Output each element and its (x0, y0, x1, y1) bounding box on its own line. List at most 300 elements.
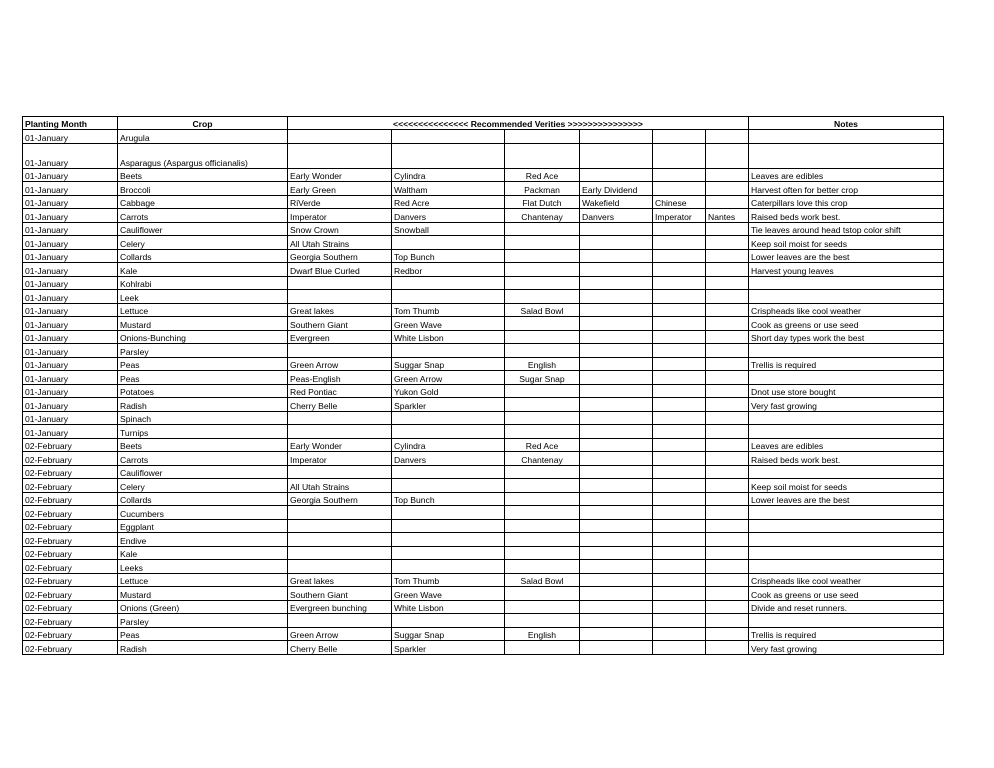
cell-variety-6 (706, 357, 749, 371)
cell-planting-month: 01-January (23, 398, 118, 412)
cell-planting-month: 01-January (23, 263, 118, 277)
cell-variety-6 (706, 236, 749, 250)
cell-variety-2 (392, 533, 505, 547)
cell-variety-1: Imperator (288, 452, 392, 466)
table-row (23, 411, 944, 425)
cell-planting-month: 02-February (23, 533, 118, 547)
cell-notes: Crispheads like cool weather (749, 573, 944, 587)
header-recommended-varieties: <<<<<<<<<<<<<<< Recommended Verities >>>>>>>>>>>>>>> (288, 117, 749, 130)
cell-variety-2: Waltham (392, 182, 505, 196)
cell-variety-1: RiVerde (288, 195, 392, 209)
table-row (23, 222, 944, 236)
cell-crop: Carrots (118, 452, 288, 466)
cell-variety-3 (505, 533, 580, 547)
cell-notes (749, 614, 944, 628)
cell-notes (749, 506, 944, 520)
cell-variety-3: English (505, 357, 580, 371)
cell-variety-4: Danvers (580, 209, 653, 223)
cell-variety-3 (505, 290, 580, 304)
cell-variety-5 (653, 465, 706, 479)
cell-variety-3 (505, 143, 580, 168)
cell-variety-6 (706, 533, 749, 547)
cell-notes: Short day types work the best (749, 330, 944, 344)
cell-planting-month: 01-January (23, 290, 118, 304)
cell-variety-3: Chantenay (505, 452, 580, 466)
cell-variety-3: Red Ace (505, 438, 580, 452)
cell-variety-4 (580, 546, 653, 560)
cell-planting-month: 01-January (23, 143, 118, 168)
cell-variety-4 (580, 222, 653, 236)
cell-notes (749, 560, 944, 574)
cell-variety-3 (505, 425, 580, 439)
cell-variety-4 (580, 330, 653, 344)
header-row (23, 117, 944, 130)
cell-variety-2: Tom Thumb (392, 303, 505, 317)
cell-crop: Eggplant (118, 519, 288, 533)
cell-planting-month: 01-January (23, 357, 118, 371)
cell-variety-1: Early Wonder (288, 438, 392, 452)
cell-variety-2 (392, 411, 505, 425)
cell-crop: Cucumbers (118, 506, 288, 520)
cell-variety-5 (653, 425, 706, 439)
cell-variety-5 (653, 384, 706, 398)
cell-variety-5 (653, 479, 706, 493)
cell-variety-3 (505, 317, 580, 331)
cell-variety-2 (392, 276, 505, 290)
cell-variety-3 (505, 479, 580, 493)
cell-variety-5 (653, 357, 706, 371)
cell-notes: Leaves are edibles (749, 168, 944, 182)
cell-variety-6 (706, 573, 749, 587)
cell-variety-3: Flat Dutch (505, 195, 580, 209)
cell-variety-3 (505, 600, 580, 614)
table-row (23, 143, 944, 168)
cell-variety-6 (706, 614, 749, 628)
cell-variety-2 (392, 236, 505, 250)
cell-variety-3 (505, 249, 580, 263)
cell-variety-3 (505, 398, 580, 412)
cell-variety-1: Cherry Belle (288, 641, 392, 655)
cell-variety-3: Salad Bowl (505, 303, 580, 317)
cell-variety-4 (580, 492, 653, 506)
cell-variety-2: Suggar Snap (392, 627, 505, 641)
cell-variety-5 (653, 452, 706, 466)
cell-variety-1: Southern Giant (288, 317, 392, 331)
table-row (23, 330, 944, 344)
cell-variety-1: Great lakes (288, 573, 392, 587)
cell-planting-month: 02-February (23, 641, 118, 655)
table-row (23, 236, 944, 250)
cell-variety-4 (580, 641, 653, 655)
cell-notes (749, 533, 944, 547)
cell-variety-2: Sparkler (392, 641, 505, 655)
cell-crop: Beets (118, 438, 288, 452)
cell-variety-5 (653, 276, 706, 290)
cell-crop: Mustard (118, 587, 288, 601)
cell-variety-4 (580, 371, 653, 385)
cell-variety-1: Dwarf Blue Curled (288, 263, 392, 277)
table-row (23, 263, 944, 277)
cell-notes: Harvest young leaves (749, 263, 944, 277)
table-row (23, 249, 944, 263)
cell-variety-6 (706, 600, 749, 614)
cell-variety-2 (392, 506, 505, 520)
cell-variety-6 (706, 143, 749, 168)
cell-variety-3: English (505, 627, 580, 641)
cell-planting-month: 02-February (23, 492, 118, 506)
cell-variety-5 (653, 506, 706, 520)
cell-planting-month: 01-January (23, 249, 118, 263)
cell-notes (749, 519, 944, 533)
cell-variety-5 (653, 222, 706, 236)
cell-variety-1: Great lakes (288, 303, 392, 317)
table-row (23, 317, 944, 331)
header-planting-month: Planting Month (23, 117, 118, 130)
cell-notes (749, 130, 944, 144)
cell-variety-6 (706, 438, 749, 452)
cell-planting-month: 01-January (23, 384, 118, 398)
cell-variety-3 (505, 222, 580, 236)
cell-crop: Leek (118, 290, 288, 304)
cell-notes: Tie leaves around head tstop color shift (749, 222, 944, 236)
cell-planting-month: 02-February (23, 452, 118, 466)
cell-variety-6 (706, 398, 749, 412)
cell-crop: Parsley (118, 344, 288, 358)
cell-crop: Cauliflower (118, 465, 288, 479)
cell-planting-month: 02-February (23, 560, 118, 574)
cell-variety-2: Danvers (392, 452, 505, 466)
planting-calendar-table (22, 116, 944, 655)
cell-notes: Cook as greens or use seed (749, 317, 944, 331)
cell-variety-1 (288, 560, 392, 574)
cell-crop: Turnips (118, 425, 288, 439)
cell-variety-4 (580, 276, 653, 290)
cell-planting-month: 01-January (23, 209, 118, 223)
cell-variety-3 (505, 519, 580, 533)
cell-variety-2 (392, 560, 505, 574)
cell-variety-4 (580, 411, 653, 425)
cell-variety-3 (505, 411, 580, 425)
cell-variety-5 (653, 130, 706, 144)
cell-variety-3 (505, 492, 580, 506)
cell-variety-5 (653, 344, 706, 358)
cell-notes (749, 425, 944, 439)
cell-crop: Leeks (118, 560, 288, 574)
cell-variety-2: Redbor (392, 263, 505, 277)
cell-variety-6 (706, 411, 749, 425)
cell-variety-4 (580, 143, 653, 168)
cell-notes (749, 411, 944, 425)
cell-crop: Collards (118, 249, 288, 263)
cell-variety-6 (706, 492, 749, 506)
cell-variety-1: Green Arrow (288, 627, 392, 641)
cell-planting-month: 01-January (23, 168, 118, 182)
table-body (23, 130, 944, 655)
cell-variety-6 (706, 519, 749, 533)
cell-variety-4 (580, 465, 653, 479)
header-crop: Crop (118, 117, 288, 130)
cell-variety-3: Chantenay (505, 209, 580, 223)
table-row (23, 546, 944, 560)
cell-planting-month: 02-February (23, 546, 118, 560)
cell-variety-4 (580, 438, 653, 452)
cell-variety-5 (653, 492, 706, 506)
cell-variety-2: Tom Thumb (392, 573, 505, 587)
table-row (23, 168, 944, 182)
cell-variety-2 (392, 290, 505, 304)
cell-notes: Raised beds work best. (749, 452, 944, 466)
cell-variety-2: Top Bunch (392, 492, 505, 506)
cell-variety-6: Nantes (706, 209, 749, 223)
cell-variety-1: All Utah Strains (288, 236, 392, 250)
cell-variety-6 (706, 587, 749, 601)
cell-variety-2: Snowball (392, 222, 505, 236)
cell-variety-5 (653, 236, 706, 250)
cell-variety-5 (653, 533, 706, 547)
table-row (23, 425, 944, 439)
cell-notes (749, 465, 944, 479)
cell-variety-1: Southern Giant (288, 587, 392, 601)
table-row (23, 371, 944, 385)
cell-planting-month: 01-January (23, 276, 118, 290)
cell-notes: Raised beds work best. (749, 209, 944, 223)
cell-variety-6 (706, 130, 749, 144)
cell-variety-1: Georgia Southern (288, 249, 392, 263)
table-row (23, 290, 944, 304)
cell-variety-5 (653, 330, 706, 344)
cell-crop: Radish (118, 398, 288, 412)
cell-variety-4 (580, 130, 653, 144)
cell-notes: Lower leaves are the best (749, 492, 944, 506)
cell-planting-month: 02-February (23, 573, 118, 587)
cell-variety-5 (653, 560, 706, 574)
cell-variety-2: Green Wave (392, 587, 505, 601)
cell-variety-4: Early Dividend (580, 182, 653, 196)
cell-notes: Trellis is required (749, 627, 944, 641)
cell-planting-month: 01-January (23, 371, 118, 385)
cell-crop: Endive (118, 533, 288, 547)
cell-variety-5 (653, 587, 706, 601)
cell-planting-month: 01-January (23, 222, 118, 236)
cell-variety-5: Imperator (653, 209, 706, 223)
cell-crop: Spinach (118, 411, 288, 425)
table-row (23, 344, 944, 358)
cell-crop: Lettuce (118, 573, 288, 587)
cell-planting-month: 02-February (23, 614, 118, 628)
cell-crop: Onions (Green) (118, 600, 288, 614)
cell-variety-1 (288, 614, 392, 628)
cell-crop: Kale (118, 263, 288, 277)
cell-variety-3 (505, 614, 580, 628)
cell-variety-5 (653, 168, 706, 182)
cell-planting-month: 01-January (23, 330, 118, 344)
cell-variety-3: Sugar Snap (505, 371, 580, 385)
cell-notes (749, 546, 944, 560)
cell-planting-month: 01-January (23, 411, 118, 425)
cell-variety-5 (653, 263, 706, 277)
cell-variety-2 (392, 344, 505, 358)
cell-variety-6 (706, 182, 749, 196)
cell-variety-1: Snow Crown (288, 222, 392, 236)
cell-variety-6 (706, 249, 749, 263)
cell-variety-6 (706, 263, 749, 277)
cell-variety-5 (653, 573, 706, 587)
table-row (23, 465, 944, 479)
cell-variety-4 (580, 479, 653, 493)
cell-planting-month: 01-January (23, 236, 118, 250)
cell-notes: Divide and reset runners. (749, 600, 944, 614)
cell-variety-5 (653, 371, 706, 385)
cell-variety-5 (653, 411, 706, 425)
cell-variety-2 (392, 614, 505, 628)
cell-notes: Very fast growing (749, 398, 944, 412)
cell-variety-6 (706, 506, 749, 520)
cell-planting-month: 01-January (23, 425, 118, 439)
table-row (23, 357, 944, 371)
cell-variety-6 (706, 290, 749, 304)
cell-notes: Caterpillars love this crop (749, 195, 944, 209)
cell-planting-month: 01-January (23, 317, 118, 331)
cell-planting-month: 02-February (23, 627, 118, 641)
cell-variety-4 (580, 627, 653, 641)
cell-variety-2 (392, 519, 505, 533)
cell-variety-5 (653, 641, 706, 655)
cell-variety-6 (706, 222, 749, 236)
cell-variety-3 (505, 546, 580, 560)
cell-crop: Broccoli (118, 182, 288, 196)
cell-notes: Harvest often for better crop (749, 182, 944, 196)
cell-notes: Leaves are edibles (749, 438, 944, 452)
cell-variety-6 (706, 276, 749, 290)
cell-planting-month: 02-February (23, 587, 118, 601)
cell-crop: Mustard (118, 317, 288, 331)
cell-variety-2: Green Arrow (392, 371, 505, 385)
cell-variety-4 (580, 560, 653, 574)
cell-notes (749, 290, 944, 304)
cell-variety-4 (580, 533, 653, 547)
cell-variety-1 (288, 411, 392, 425)
cell-notes: Cook as greens or use seed (749, 587, 944, 601)
cell-variety-4 (580, 519, 653, 533)
cell-variety-4 (580, 398, 653, 412)
cell-variety-4 (580, 384, 653, 398)
cell-crop: Radish (118, 641, 288, 655)
cell-variety-1 (288, 465, 392, 479)
table-row (23, 195, 944, 209)
table-row (23, 398, 944, 412)
cell-variety-1: Peas-English (288, 371, 392, 385)
cell-variety-4 (580, 344, 653, 358)
cell-notes: Keep soil moist for seeds (749, 236, 944, 250)
cell-variety-2: Yukon Gold (392, 384, 505, 398)
cell-variety-6 (706, 195, 749, 209)
cell-variety-4 (580, 425, 653, 439)
table-row (23, 519, 944, 533)
cell-variety-3 (505, 506, 580, 520)
cell-variety-3 (505, 236, 580, 250)
cell-planting-month: 01-January (23, 130, 118, 144)
cell-variety-1: Imperator (288, 209, 392, 223)
cell-variety-3 (505, 560, 580, 574)
cell-variety-4 (580, 357, 653, 371)
cell-variety-4 (580, 249, 653, 263)
cell-variety-6 (706, 641, 749, 655)
cell-variety-6 (706, 627, 749, 641)
cell-variety-2 (392, 479, 505, 493)
cell-variety-2: Danvers (392, 209, 505, 223)
cell-notes (749, 276, 944, 290)
cell-planting-month: 01-January (23, 182, 118, 196)
cell-variety-2: White Lisbon (392, 330, 505, 344)
cell-variety-5 (653, 317, 706, 331)
cell-variety-5 (653, 519, 706, 533)
table-row (23, 506, 944, 520)
table-row (23, 573, 944, 587)
cell-variety-2 (392, 425, 505, 439)
cell-variety-6 (706, 465, 749, 479)
cell-variety-6 (706, 330, 749, 344)
cell-notes: Dnot use store bought (749, 384, 944, 398)
cell-variety-1 (288, 143, 392, 168)
cell-variety-1 (288, 506, 392, 520)
table-row (23, 533, 944, 547)
cell-variety-2: Sparkler (392, 398, 505, 412)
cell-planting-month: 02-February (23, 519, 118, 533)
cell-variety-5: Chinese (653, 195, 706, 209)
cell-notes (749, 344, 944, 358)
cell-crop: Lettuce (118, 303, 288, 317)
cell-variety-2: Suggar Snap (392, 357, 505, 371)
cell-variety-1: Green Arrow (288, 357, 392, 371)
cell-variety-1: All Utah Strains (288, 479, 392, 493)
cell-crop: Potatoes (118, 384, 288, 398)
cell-variety-4 (580, 303, 653, 317)
cell-variety-2: Cylindra (392, 438, 505, 452)
cell-variety-6 (706, 384, 749, 398)
cell-variety-3: Salad Bowl (505, 573, 580, 587)
cell-planting-month: 01-January (23, 195, 118, 209)
cell-crop: Cauliflower (118, 222, 288, 236)
cell-variety-4 (580, 290, 653, 304)
cell-variety-3 (505, 130, 580, 144)
table-row (23, 438, 944, 452)
table-row (23, 384, 944, 398)
cell-notes (749, 371, 944, 385)
cell-notes (749, 143, 944, 168)
cell-variety-3 (505, 641, 580, 655)
cell-variety-3 (505, 465, 580, 479)
header-notes: Notes (749, 117, 944, 130)
cell-variety-3 (505, 263, 580, 277)
cell-notes: Keep soil moist for seeds (749, 479, 944, 493)
table-row (23, 209, 944, 223)
table-row (23, 587, 944, 601)
cell-planting-month: 02-February (23, 506, 118, 520)
cell-variety-5 (653, 546, 706, 560)
table-row (23, 560, 944, 574)
cell-variety-2 (392, 130, 505, 144)
table-row (23, 614, 944, 628)
cell-crop: Kohlrabi (118, 276, 288, 290)
cell-crop: Kale (118, 546, 288, 560)
cell-variety-3 (505, 330, 580, 344)
cell-variety-4 (580, 573, 653, 587)
cell-variety-1: Evergreen (288, 330, 392, 344)
cell-variety-4 (580, 452, 653, 466)
cell-notes: Lower leaves are the best (749, 249, 944, 263)
table-row (23, 627, 944, 641)
cell-notes: Very fast growing (749, 641, 944, 655)
